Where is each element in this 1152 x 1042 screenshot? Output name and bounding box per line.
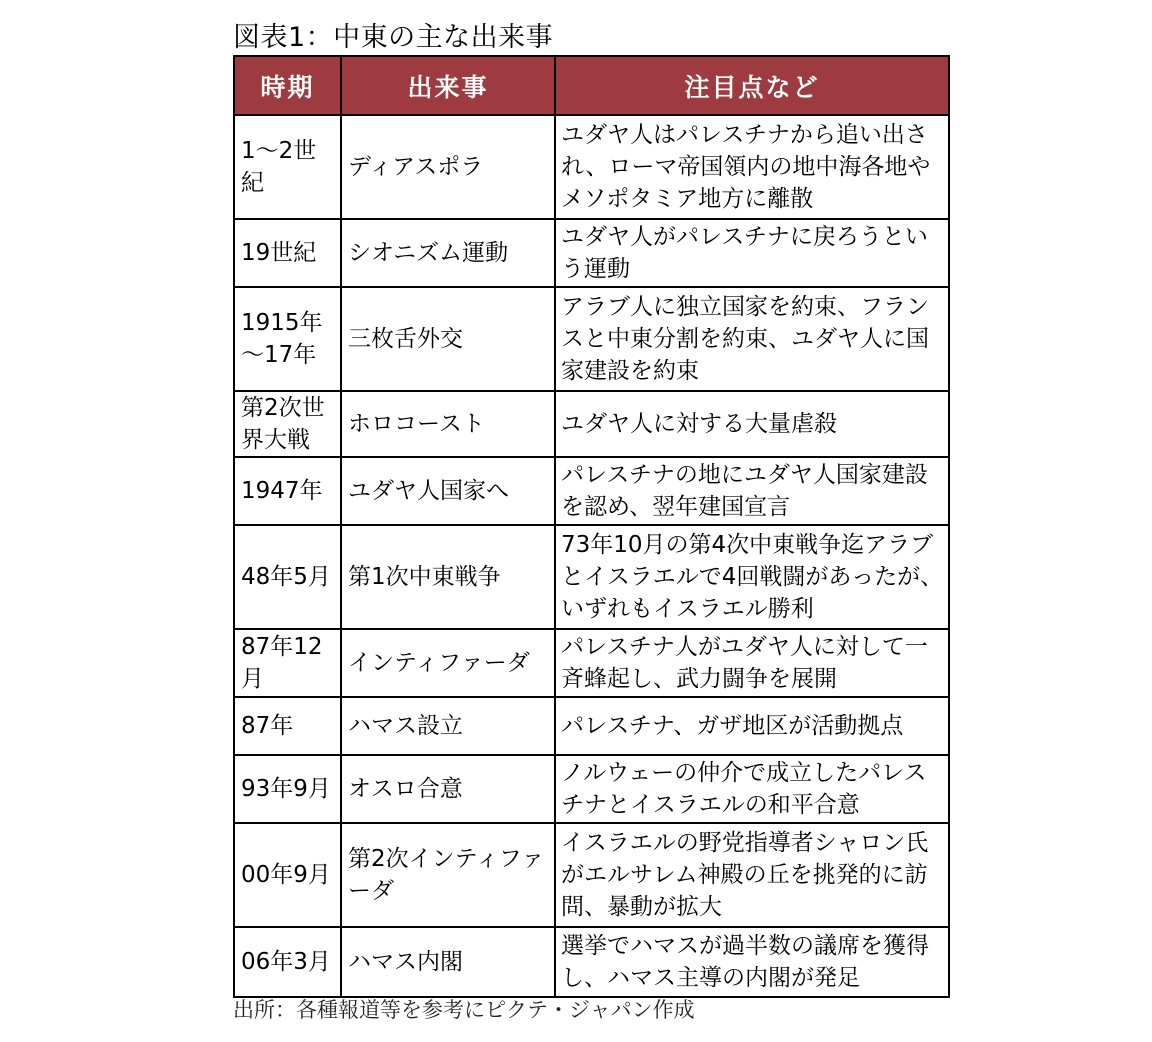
event-cell: ディアスポラ (341, 115, 555, 219)
table-row (234, 525, 949, 629)
table-row (234, 287, 949, 391)
notes-cell: アラブ人に独立国家を約束、フランスと中東分割を約束、ユダヤ人に国家建設を約束 (555, 287, 949, 391)
event-cell: インティファーダ (341, 629, 555, 697)
notes-cell: ユダヤ人はパレスチナから追い出され、ローマ帝国領内の地中海各地やメソポタミア地方に離散 (555, 115, 949, 219)
period-cell: 93年9月 (234, 755, 341, 823)
table-row (234, 391, 949, 457)
period-cell: 06年3月 (234, 927, 341, 997)
table-row (234, 219, 949, 287)
notes-cell: 選挙でハマスが過半数の議席を獲得し、ハマス主導の内閣が発足 (555, 927, 949, 997)
period-cell: 第2次世界大戦 (234, 391, 341, 457)
notes-cell: パレスチナ、ガザ地区が活動拠点 (555, 697, 949, 755)
events-table (233, 55, 950, 998)
event-cell: シオニズム運動 (341, 219, 555, 287)
period-cell: 1915年～17年 (234, 287, 341, 391)
event-cell: ハマス設立 (341, 697, 555, 755)
period-cell: 48年5月 (234, 525, 341, 629)
event-cell: オスロ合意 (341, 755, 555, 823)
notes-cell: ノルウェーの仲介で成立したパレスチナとイスラエルの和平合意 (555, 755, 949, 823)
notes-cell: パレスチナ人がユダヤ人に対して一斉蜂起し、武力闘争を展開 (555, 629, 949, 697)
notes-cell: 73年10月の第4次中東戦争迄アラブとイスラエルで4回戦闘があったが、いずれもイスラエル勝利 (555, 525, 949, 629)
source-note: 出所：各種報道等を参考にピクテ・ジャパン作成 (233, 998, 695, 1022)
table-header-row (234, 56, 949, 115)
event-cell: 三枚舌外交 (341, 287, 555, 391)
table-row (234, 629, 949, 697)
period-cell: 87年 (234, 697, 341, 755)
event-cell: ハマス内閣 (341, 927, 555, 997)
table-row (234, 755, 949, 823)
figure-title: 図表1：中東の主な出来事 (233, 22, 554, 53)
event-cell: 第1次中東戦争 (341, 525, 555, 629)
event-cell: ユダヤ人国家へ (341, 457, 555, 525)
period-cell: 00年9月 (234, 823, 341, 927)
notes-cell: ユダヤ人に対する大量虐殺 (555, 391, 949, 457)
period-cell: 1～2世紀 (234, 115, 341, 219)
period-cell: 19世紀 (234, 219, 341, 287)
event-cell: 第2次インティファーダ (341, 823, 555, 927)
table-row (234, 115, 949, 219)
column-header-notes: 注目点など (555, 56, 949, 115)
table-row (234, 927, 949, 997)
column-header-period: 時期 (234, 56, 341, 115)
table-row (234, 823, 949, 927)
notes-cell: パレスチナの地にユダヤ人国家建設を認め、翌年建国宣言 (555, 457, 949, 525)
event-cell: ホロコースト (341, 391, 555, 457)
table-row (234, 457, 949, 525)
table-row (234, 697, 949, 755)
notes-cell: イスラエルの野党指導者シャロン氏がエルサレム神殿の丘を挑発的に訪問、暴動が拡大 (555, 823, 949, 927)
column-header-event: 出来事 (341, 56, 555, 115)
notes-cell: ユダヤ人がパレスチナに戻ろうという運動 (555, 219, 949, 287)
period-cell: 1947年 (234, 457, 341, 525)
period-cell: 87年12月 (234, 629, 341, 697)
